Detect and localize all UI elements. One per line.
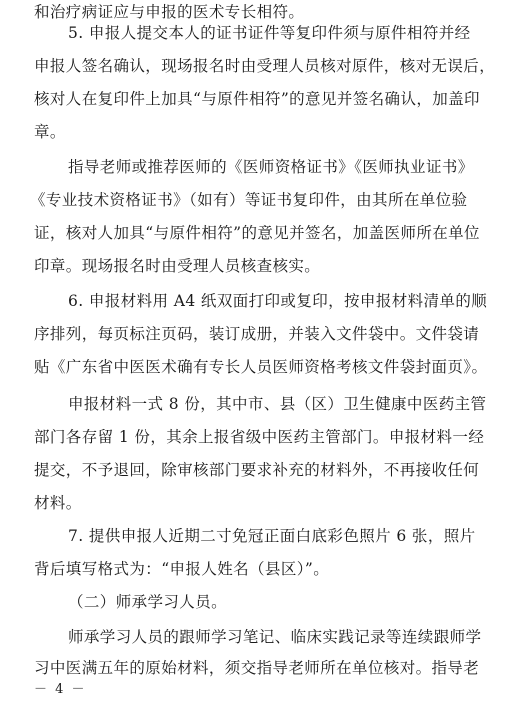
section-heading: （二）师承学习人员。: [68, 593, 228, 611]
page-number: － 4 －: [34, 682, 87, 697]
text-line-17: 7. 提供申报人近期二寸免冠正面白底彩色照片 6 张，照片: [68, 527, 476, 545]
text-line-6: 指导老师或推荐医师的《医师资格证书》《医师执业证书》: [68, 158, 474, 176]
text-line-14: 部门各存留 1 份，其余上报省级中医药主管部门。申报材料一经: [34, 428, 485, 446]
text-line-11: 序排列，每页标注页码，装订成册，并装入文件袋中。文件袋请: [34, 325, 480, 343]
text-line-5: 章。: [34, 123, 66, 141]
text-line-12: 贴《广东省中医医术确有专长人员医师资格考核文件袋封面页》。: [34, 358, 488, 376]
text-line-10: 6. 申报材料用 A4 纸双面打印或复印，按申报材料清单的顺: [68, 292, 488, 310]
text-line-2: 5. 申报人提交本人的证书证件等复印件须与原件相符并经: [68, 24, 471, 42]
text-line-13: 申报材料一式 8 份，其中市、县（区）卫生健康中医药主管: [68, 395, 487, 413]
text-line-7: 《专业技术资格证书》（如有）等证书复印件，由其所在单位验: [30, 191, 468, 209]
text-line-1: 和治疗病证应与申报的医术专长相符。: [34, 3, 305, 21]
text-line-15: 提交，不予退回，除审核部门要求补充的材料外，不再接收任何: [34, 461, 480, 479]
text-line-16: 材料。: [34, 494, 82, 512]
text-line-4: 核对人在复印件上加具“与原件相符”的意见并签名确认，加盖印: [34, 90, 480, 108]
text-line-20: 师承学习人员的跟师学习笔记、临床实践记录等连续跟师学: [68, 628, 482, 646]
text-line-3: 申报人签名确认，现场报名时由受理人员核对原件，核对无误后，: [34, 57, 496, 75]
text-line-9: 印章。现场报名时由受理人员核查核实。: [34, 257, 321, 275]
text-line-18: 背后填写格式为：“申报人姓名（县区）”。: [34, 560, 330, 578]
text-line-21: 习中医满五年的原始材料，须交指导老师所在单位核对。指导老: [34, 659, 480, 677]
text-line-8: 证，核对人加具“与原件相符”的意见并签名，加盖医师所在单位: [34, 224, 480, 242]
